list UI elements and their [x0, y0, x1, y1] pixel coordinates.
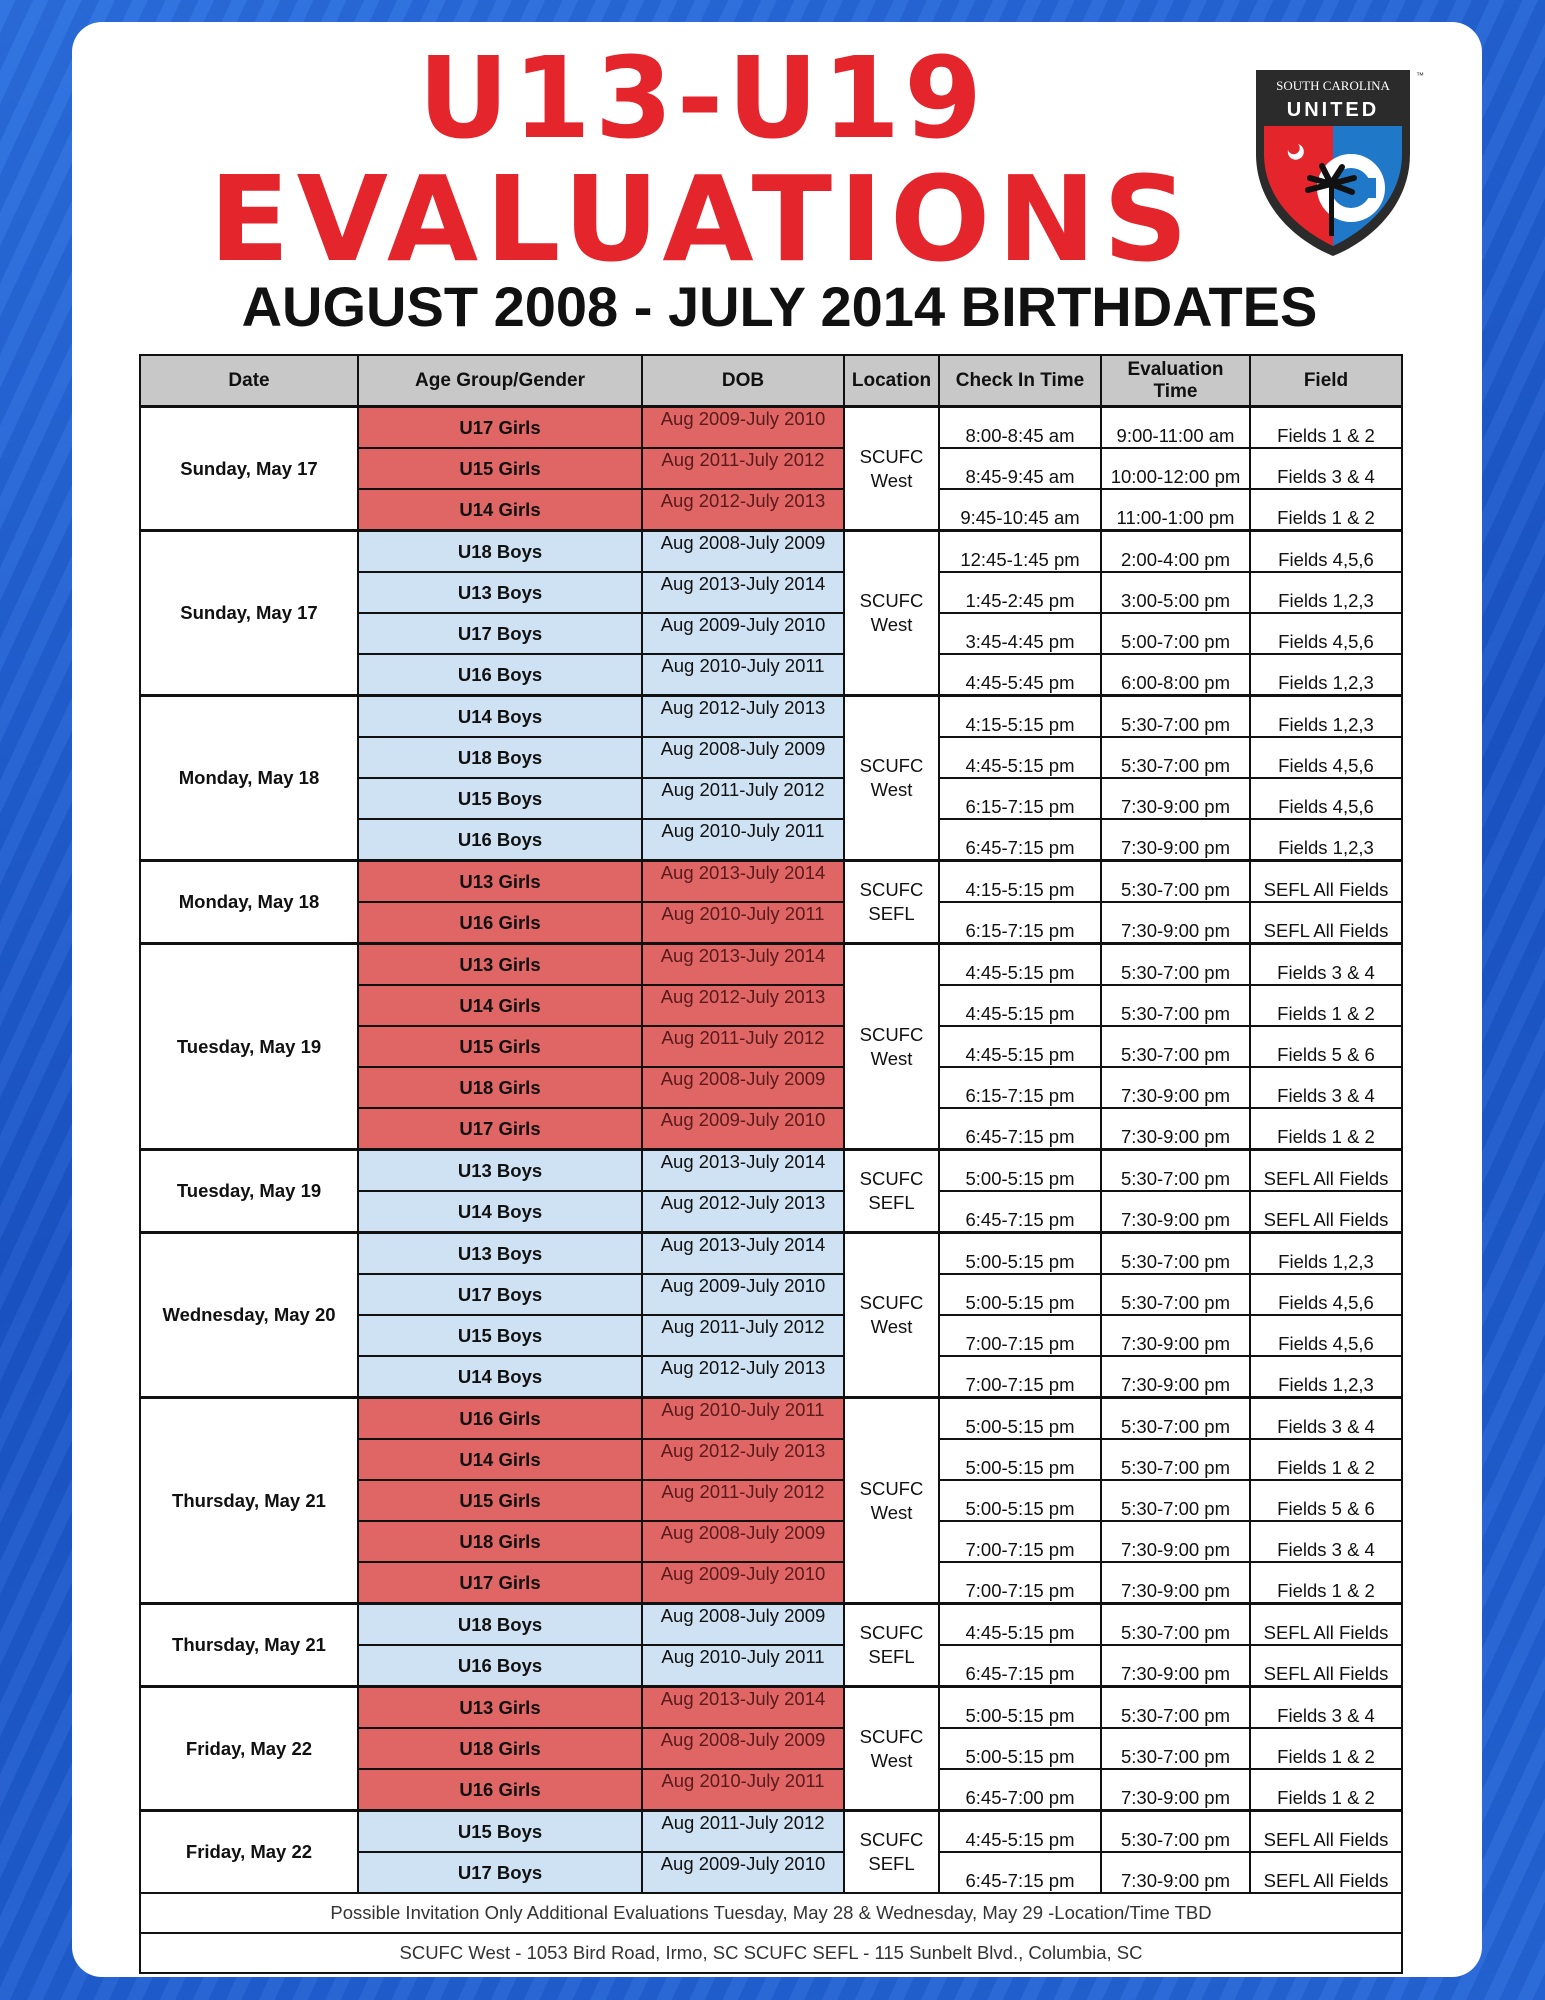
dob-cell: Aug 2012-July 2013	[642, 1439, 844, 1480]
evaluation-time-cell: 7:30-9:00 pm	[1101, 1356, 1250, 1398]
dob-cell: Aug 2010-July 2011	[642, 1398, 844, 1440]
header-evaluation-line1: Evaluation	[1127, 358, 1224, 380]
age-group-cell: U14 Boys	[358, 1191, 642, 1233]
age-group-cell: U17 Girls	[358, 1562, 642, 1604]
header-age-group: Age Group/Gender	[358, 355, 642, 407]
location-line1: SCUFC	[859, 755, 924, 776]
header-dob: DOB	[642, 355, 844, 407]
field-cell: Fields 1 & 2	[1250, 1769, 1402, 1811]
age-group-cell: U18 Boys	[358, 737, 642, 778]
evaluation-time-cell: 7:30-9:00 pm	[1101, 1521, 1250, 1562]
age-group-cell: U15 Girls	[358, 448, 642, 489]
check-in-cell: 6:15-7:15 pm	[939, 1067, 1101, 1108]
field-cell: Fields 3 & 4	[1250, 1067, 1402, 1108]
dob-cell: Aug 2011-July 2012	[642, 1811, 844, 1853]
evaluation-time-cell: 5:30-7:00 pm	[1101, 861, 1250, 903]
dob-cell: Aug 2013-July 2014	[642, 944, 844, 986]
check-in-cell: 6:45-7:15 pm	[939, 1852, 1101, 1893]
field-cell: Fields 4,5,6	[1250, 737, 1402, 778]
field-cell: SEFL All Fields	[1250, 902, 1402, 944]
age-group-cell: U13 Girls	[358, 861, 642, 903]
check-in-cell: 6:15-7:15 pm	[939, 778, 1101, 819]
age-group-cell: U17 Boys	[358, 1852, 642, 1893]
check-in-cell: 7:00-7:15 pm	[939, 1562, 1101, 1604]
evaluation-time-cell: 7:30-9:00 pm	[1101, 902, 1250, 944]
field-cell: Fields 4,5,6	[1250, 531, 1402, 573]
location-line1: SCUFC	[859, 1023, 924, 1045]
table-row	[140, 944, 1402, 986]
age-group-cell: U16 Girls	[358, 902, 642, 944]
field-cell: Fields 1,2,3	[1250, 1233, 1402, 1275]
header-evaluation-line2: Time	[1153, 380, 1198, 402]
evaluation-time-cell: 7:30-9:00 pm	[1101, 778, 1250, 819]
location-cell	[844, 407, 939, 531]
check-in-cell: 4:45-5:15 pm	[939, 1604, 1101, 1646]
table-row	[140, 407, 1402, 449]
field-cell: Fields 3 & 4	[1250, 448, 1402, 489]
check-in-cell: 4:15-5:15 pm	[939, 861, 1101, 903]
check-in-cell: 5:00-5:15 pm	[939, 1274, 1101, 1315]
dob-cell: Aug 2011-July 2012	[642, 1026, 844, 1067]
evaluation-time-cell: 6:00-8:00 pm	[1101, 654, 1250, 696]
check-in-cell: 5:00-5:15 pm	[939, 1728, 1101, 1769]
location-line2: SEFL	[868, 903, 915, 924]
location-cell	[844, 861, 939, 944]
field-cell: Fields 4,5,6	[1250, 1274, 1402, 1315]
evaluation-time-cell: 5:30-7:00 pm	[1101, 1811, 1250, 1853]
evaluation-time-cell: 5:30-7:00 pm	[1101, 1728, 1250, 1769]
check-in-cell: 1:45-2:45 pm	[939, 572, 1101, 613]
evaluation-time-cell: 5:30-7:00 pm	[1101, 1150, 1250, 1192]
table-row	[140, 696, 1402, 738]
check-in-cell: 7:00-7:15 pm	[939, 1315, 1101, 1356]
footer-address-row	[140, 1933, 1402, 1973]
check-in-cell: 3:45-4:45 pm	[939, 613, 1101, 654]
field-cell: Fields 3 & 4	[1250, 1687, 1402, 1729]
check-in-cell: 4:45-5:15 pm	[939, 1026, 1101, 1067]
age-group-cell: U18 Boys	[358, 531, 642, 573]
date-cell: Friday, May 22	[140, 1811, 358, 1894]
location-cell	[844, 1233, 939, 1398]
dob-cell: Aug 2013-July 2014	[642, 1150, 844, 1192]
dob-cell: Aug 2008-July 2009	[642, 1728, 844, 1769]
age-group-cell: U18 Girls	[358, 1067, 642, 1108]
dob-cell: Aug 2008-July 2009	[642, 1604, 844, 1646]
field-cell: Fields 3 & 4	[1250, 1521, 1402, 1562]
age-group-cell: U16 Girls	[358, 1769, 642, 1811]
evaluation-time-cell: 7:30-9:00 pm	[1101, 1108, 1250, 1150]
dob-cell: Aug 2011-July 2012	[642, 1315, 844, 1356]
dob-cell: Aug 2011-July 2012	[642, 778, 844, 819]
evaluation-time-cell: 5:30-7:00 pm	[1101, 1604, 1250, 1646]
field-cell: SEFL All Fields	[1250, 1191, 1402, 1233]
check-in-cell: 6:45-7:15 pm	[939, 819, 1101, 861]
field-cell: Fields 1,2,3	[1250, 1356, 1402, 1398]
age-group-cell: U14 Boys	[358, 1356, 642, 1398]
location-line2: West	[870, 1047, 913, 1069]
location-line1: SCUFC	[859, 879, 924, 900]
evaluation-time-cell: 5:30-7:00 pm	[1101, 737, 1250, 778]
age-group-cell: U16 Boys	[358, 1645, 642, 1687]
field-cell: Fields 3 & 4	[1250, 1398, 1402, 1440]
footer-note-row	[140, 1893, 1402, 1933]
header-field: Field	[1250, 355, 1402, 407]
dob-cell: Aug 2013-July 2014	[642, 1233, 844, 1275]
age-group-cell: U17 Girls	[358, 1108, 642, 1150]
check-in-cell: 5:00-5:15 pm	[939, 1150, 1101, 1192]
check-in-cell: 4:45-5:45 pm	[939, 654, 1101, 696]
check-in-cell: 4:45-5:15 pm	[939, 944, 1101, 986]
location-line1: SCUFC	[859, 1292, 924, 1313]
evaluation-time-cell: 7:30-9:00 pm	[1101, 1067, 1250, 1108]
dob-cell: Aug 2012-July 2013	[642, 1356, 844, 1398]
title-line-1: U13-U19	[417, 34, 987, 164]
table-row	[140, 1604, 1402, 1646]
footer-note: Possible Invitation Only Additional Evaluations Tuesday, May 28 & Wednesday, May 29 -Location/Time TBD	[140, 1893, 1402, 1933]
check-in-cell: 4:45-5:15 pm	[939, 737, 1101, 778]
table-row	[140, 1233, 1402, 1275]
header-row	[140, 355, 1402, 407]
check-in-cell: 7:00-7:15 pm	[939, 1521, 1101, 1562]
location-cell	[844, 1604, 939, 1687]
dob-cell: Aug 2009-July 2010	[642, 407, 844, 449]
dob-cell: Aug 2012-July 2013	[642, 1191, 844, 1233]
location-line2: SEFL	[868, 1646, 915, 1667]
logo-trademark: ™	[1416, 71, 1424, 80]
evaluation-time-cell: 7:30-9:00 pm	[1101, 1645, 1250, 1687]
footer-addresses: SCUFC West - 1053 Bird Road, Irmo, SC SCUFC SEFL - 115 Sunbelt Blvd., Columbia, SC	[140, 1933, 1402, 1973]
field-cell: Fields 4,5,6	[1250, 1315, 1402, 1356]
dob-cell: Aug 2009-July 2010	[642, 1274, 844, 1315]
field-cell: Fields 1,2,3	[1250, 696, 1402, 738]
table-row	[140, 1398, 1402, 1440]
age-group-cell: U14 Girls	[358, 1439, 642, 1480]
dob-cell: Aug 2008-July 2009	[642, 737, 844, 778]
location-cell	[844, 1398, 939, 1604]
table-row	[140, 531, 1402, 573]
check-in-cell: 6:45-7:00 pm	[939, 1769, 1101, 1811]
location-line2: West	[870, 1749, 913, 1771]
evaluation-time-cell: 7:30-9:00 pm	[1101, 1191, 1250, 1233]
dob-cell: Aug 2011-July 2012	[642, 1480, 844, 1521]
location-line2: SEFL	[868, 1192, 915, 1213]
evaluation-time-cell: 11:00-1:00 pm	[1101, 489, 1250, 531]
date-cell: Wednesday, May 20	[140, 1233, 358, 1398]
evaluation-time-cell: 10:00-12:00 pm	[1101, 448, 1250, 489]
field-cell: SEFL All Fields	[1250, 1604, 1402, 1646]
dob-cell: Aug 2013-July 2014	[642, 1687, 844, 1729]
check-in-cell: 9:45-10:45 am	[939, 489, 1101, 531]
location-line1: SCUFC	[859, 1622, 924, 1643]
check-in-cell: 8:45-9:45 am	[939, 448, 1101, 489]
date-cell: Tuesday, May 19	[140, 1150, 358, 1233]
field-cell: Fields 1 & 2	[1250, 1439, 1402, 1480]
field-cell: Fields 1,2,3	[1250, 654, 1402, 696]
evaluation-time-cell: 7:30-9:00 pm	[1101, 819, 1250, 861]
dob-cell: Aug 2010-July 2011	[642, 654, 844, 696]
evaluation-time-cell: 5:30-7:00 pm	[1101, 985, 1250, 1026]
field-cell: Fields 1,2,3	[1250, 572, 1402, 613]
field-cell: SEFL All Fields	[1250, 1852, 1402, 1893]
field-cell: Fields 1 & 2	[1250, 985, 1402, 1026]
age-group-cell: U18 Girls	[358, 1728, 642, 1769]
dob-cell: Aug 2009-July 2010	[642, 613, 844, 654]
table-row	[140, 861, 1402, 903]
dob-cell: Aug 2009-July 2010	[642, 1852, 844, 1893]
age-group-cell: U14 Boys	[358, 696, 642, 738]
date-cell: Thursday, May 21	[140, 1604, 358, 1687]
location-line2: SEFL	[868, 1853, 915, 1874]
dob-cell: Aug 2010-July 2011	[642, 1769, 844, 1811]
dob-cell: Aug 2012-July 2013	[642, 696, 844, 738]
dob-cell: Aug 2009-July 2010	[642, 1562, 844, 1604]
check-in-cell: 5:00-5:15 pm	[939, 1687, 1101, 1729]
dob-cell: Aug 2010-July 2011	[642, 819, 844, 861]
age-group-cell: U13 Boys	[358, 1233, 642, 1275]
check-in-cell: 6:45-7:15 pm	[939, 1191, 1101, 1233]
club-logo	[1250, 66, 1422, 258]
check-in-cell: 4:45-5:15 pm	[939, 1811, 1101, 1853]
age-group-cell: U15 Boys	[358, 1315, 642, 1356]
dob-cell: Aug 2012-July 2013	[642, 985, 844, 1026]
evaluation-time-cell: 3:00-5:00 pm	[1101, 572, 1250, 613]
location-cell	[844, 1150, 939, 1233]
header-evaluation-time	[1101, 355, 1250, 407]
evaluation-time-cell: 2:00-4:00 pm	[1101, 531, 1250, 573]
date-cell: Friday, May 22	[140, 1687, 358, 1811]
location-line2: West	[870, 469, 913, 491]
schedule-table	[139, 354, 1403, 1974]
table-row	[140, 1687, 1402, 1729]
age-group-cell: U14 Girls	[358, 985, 642, 1026]
location-cell	[844, 531, 939, 696]
age-group-cell: U13 Girls	[358, 1687, 642, 1729]
field-cell: Fields 3 & 4	[1250, 944, 1402, 986]
age-group-cell: U18 Girls	[358, 1521, 642, 1562]
evaluation-time-cell: 5:30-7:00 pm	[1101, 944, 1250, 986]
date-cell: Tuesday, May 19	[140, 944, 358, 1150]
evaluation-time-cell: 5:30-7:00 pm	[1101, 1274, 1250, 1315]
header-location: Location	[844, 355, 939, 407]
date-cell: Thursday, May 21	[140, 1398, 358, 1604]
logo-text-main: UNITED	[1286, 99, 1380, 121]
location-cell	[844, 1687, 939, 1811]
location-cell	[844, 1811, 939, 1894]
evaluation-time-cell: 5:30-7:00 pm	[1101, 1480, 1250, 1521]
evaluation-time-cell: 7:30-9:00 pm	[1101, 1315, 1250, 1356]
check-in-cell: 5:00-5:15 pm	[939, 1233, 1101, 1275]
age-group-cell: U16 Girls	[358, 1398, 642, 1440]
check-in-cell: 6:45-7:15 pm	[939, 1108, 1101, 1150]
location-line1: SCUFC	[859, 445, 924, 467]
field-cell: SEFL All Fields	[1250, 1150, 1402, 1192]
field-cell: Fields 5 & 6	[1250, 1480, 1402, 1521]
evaluation-time-cell: 5:30-7:00 pm	[1101, 696, 1250, 738]
check-in-cell: 8:00-8:45 am	[939, 407, 1101, 449]
evaluation-time-cell: 5:30-7:00 pm	[1101, 1439, 1250, 1480]
evaluation-time-cell: 7:30-9:00 pm	[1101, 1769, 1250, 1811]
check-in-cell: 4:45-5:15 pm	[939, 985, 1101, 1026]
location-line1: SCUFC	[859, 1829, 924, 1850]
date-cell: Monday, May 18	[140, 696, 358, 861]
age-group-cell: U13 Boys	[358, 572, 642, 613]
age-group-cell: U16 Boys	[358, 819, 642, 861]
age-group-cell: U15 Girls	[358, 1026, 642, 1067]
location-line1: SCUFC	[859, 1168, 924, 1189]
evaluation-time-cell: 5:30-7:00 pm	[1101, 1026, 1250, 1067]
evaluation-time-cell: 5:00-7:00 pm	[1101, 613, 1250, 654]
dob-cell: Aug 2008-July 2009	[642, 1521, 844, 1562]
field-cell: Fields 1 & 2	[1250, 1562, 1402, 1604]
dob-cell: Aug 2008-July 2009	[642, 1067, 844, 1108]
field-cell: Fields 1 & 2	[1250, 407, 1402, 449]
check-in-cell: 6:45-7:15 pm	[939, 1645, 1101, 1687]
table-row	[140, 1150, 1402, 1192]
dob-cell: Aug 2011-July 2012	[642, 448, 844, 489]
dob-cell: Aug 2013-July 2014	[642, 861, 844, 903]
location-line1: SCUFC	[859, 1477, 924, 1499]
logo-text-top: SOUTH CAROLINA	[1276, 78, 1390, 93]
field-cell: Fields 4,5,6	[1250, 613, 1402, 654]
date-cell: Monday, May 18	[140, 861, 358, 944]
check-in-cell: 5:00-5:15 pm	[939, 1398, 1101, 1440]
check-in-cell: 4:15-5:15 pm	[939, 696, 1101, 738]
location-line2: West	[870, 1316, 913, 1337]
location-line2: West	[870, 1501, 913, 1523]
dob-cell: Aug 2012-July 2013	[642, 489, 844, 531]
logo-monogram: fc	[1354, 196, 1356, 197]
age-group-cell: U15 Boys	[358, 1811, 642, 1853]
location-line1: SCUFC	[859, 590, 924, 611]
field-cell: Fields 1,2,3	[1250, 819, 1402, 861]
location-line1: SCUFC	[859, 1725, 924, 1747]
field-cell: Fields 1 & 2	[1250, 1108, 1402, 1150]
age-group-cell: U16 Boys	[358, 654, 642, 696]
location-cell	[844, 696, 939, 861]
evaluation-time-cell: 9:00-11:00 am	[1101, 407, 1250, 449]
evaluation-time-cell: 7:30-9:00 pm	[1101, 1852, 1250, 1893]
dob-cell: Aug 2008-July 2009	[642, 531, 844, 573]
age-group-cell: U17 Boys	[358, 613, 642, 654]
check-in-cell: 7:00-7:15 pm	[939, 1356, 1101, 1398]
location-line2: West	[870, 614, 913, 635]
age-group-cell: U13 Girls	[358, 944, 642, 986]
field-cell: Fields 1 & 2	[1250, 489, 1402, 531]
dob-cell: Aug 2013-July 2014	[642, 572, 844, 613]
age-group-cell: U17 Girls	[358, 407, 642, 449]
table-row	[140, 1811, 1402, 1853]
check-in-cell: 6:15-7:15 pm	[939, 902, 1101, 944]
dob-cell: Aug 2009-July 2010	[642, 1108, 844, 1150]
age-group-cell: U13 Boys	[358, 1150, 642, 1192]
field-cell: Fields 4,5,6	[1250, 778, 1402, 819]
age-group-cell: U17 Boys	[358, 1274, 642, 1315]
check-in-cell: 5:00-5:15 pm	[939, 1439, 1101, 1480]
dob-cell: Aug 2010-July 2011	[642, 902, 844, 944]
subtitle: AUGUST 2008 - JULY 2014 BIRTHDATES	[241, 275, 1318, 338]
field-cell: Fields 5 & 6	[1250, 1026, 1402, 1067]
evaluation-time-cell: 5:30-7:00 pm	[1101, 1233, 1250, 1275]
dob-cell: Aug 2010-July 2011	[642, 1645, 844, 1687]
field-cell: SEFL All Fields	[1250, 861, 1402, 903]
location-line2: West	[870, 779, 913, 800]
header-date: Date	[140, 355, 358, 407]
evaluation-time-cell: 7:30-9:00 pm	[1101, 1562, 1250, 1604]
age-group-cell: U15 Boys	[358, 778, 642, 819]
header-check-in: Check In Time	[939, 355, 1101, 407]
evaluation-time-cell: 5:30-7:00 pm	[1101, 1398, 1250, 1440]
field-cell: SEFL All Fields	[1250, 1645, 1402, 1687]
age-group-cell: U14 Girls	[358, 489, 642, 531]
check-in-cell: 12:45-1:45 pm	[939, 531, 1101, 573]
age-group-cell: U15 Girls	[358, 1480, 642, 1521]
date-cell: Sunday, May 17	[140, 531, 358, 696]
age-group-cell: U18 Boys	[358, 1604, 642, 1646]
evaluation-time-cell: 5:30-7:00 pm	[1101, 1687, 1250, 1729]
field-cell: Fields 1 & 2	[1250, 1728, 1402, 1769]
schedule-body	[140, 407, 1402, 1894]
title-line-2: EVALUATIONS	[208, 150, 1196, 288]
field-cell: SEFL All Fields	[1250, 1811, 1402, 1853]
location-cell	[844, 944, 939, 1150]
check-in-cell: 5:00-5:15 pm	[939, 1480, 1101, 1521]
date-cell: Sunday, May 17	[140, 407, 358, 531]
flyer-card	[72, 22, 1482, 1977]
